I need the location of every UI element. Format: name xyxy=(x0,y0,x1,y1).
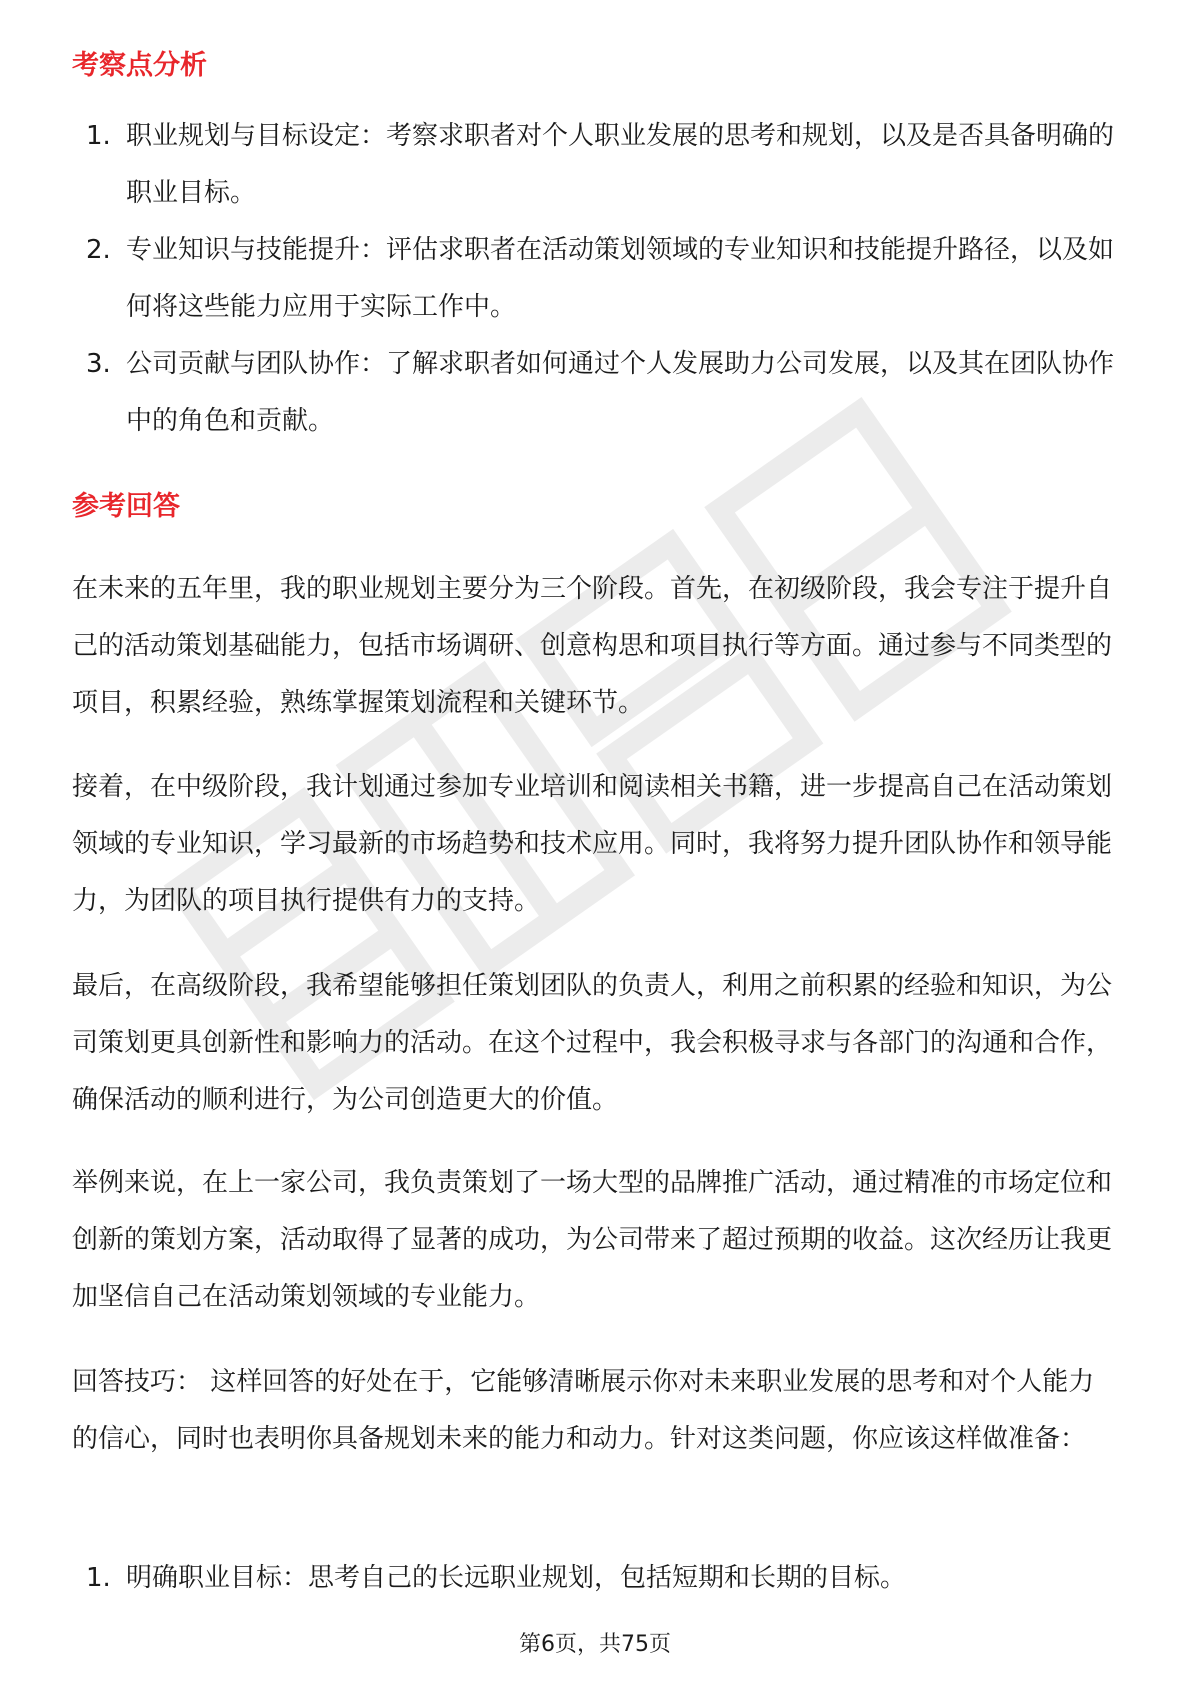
analysis-list xyxy=(72,108,1122,450)
list-text: 专业知识与技能提升：评估求职者在活动策划领域的专业知识和技能提升路径，以及如何将这些能力应用于实际工作中。 xyxy=(126,235,1115,322)
answer-paragraph: 接着，在中级阶段，我计划通过参加专业培训和阅读相关书籍，进一步提高自己在活动策划领域的专业知识，学习最新的市场趋势和技术应用。同时，我将努力提升团队协作和领导能力，为团队的项目执行提供有力的支持。 xyxy=(72,772,1113,916)
list-number: 2. xyxy=(86,235,111,265)
list-text: 明确职业目标：思考自己的长远职业规划，包括短期和长期的目标。 xyxy=(126,1563,907,1593)
tips-list xyxy=(72,1550,1122,1607)
list-number: 1. xyxy=(86,1563,111,1593)
answer-paragraph: 最后，在高级阶段，我希望能够担任策划团队的负责人，利用之前积累的经验和知识，为公司策划更具创新性和影响力的活动。在这个过程中，我会积极寻求与各部门的沟通和合作，确保活动的顺利进行，为公司创造更大的价值。 xyxy=(72,971,1113,1115)
page-footer: 第6页，共75页 xyxy=(519,1632,671,1657)
answer-paragraph: 在未来的五年里，我的职业规划主要分为三个阶段。首先，在初级阶段，我会专注于提升自己的活动策划基础能力，包括市场调研、创意构思和项目执行等方面。通过参与不同类型的项目，积累经验，熟练掌握策划流程和关键环节。 xyxy=(72,574,1113,718)
list-text: 公司贡献与团队协作：了解求职者如何通过个人发展助力公司发展，以及其在团队协作中的角色和贡献。 xyxy=(126,349,1115,436)
list-text: 职业规划与目标设定：考察求职者对个人职业发展的思考和规划，以及是否具备明确的职业目标。 xyxy=(126,121,1115,208)
answer-paragraph: 举例来说，在上一家公司，我负责策划了一场大型的品牌推广活动，通过精准的市场定位和创新的策划方案，活动取得了显著的成功，为公司带来了超过预期的收益。这次经历让我更加坚信自己在活动策划领域的专业能力。 xyxy=(72,1168,1113,1312)
list-number: 3. xyxy=(86,349,111,379)
analysis-heading: 考察点分析 xyxy=(72,50,207,81)
answer-heading: 参考回答 xyxy=(72,491,180,522)
tips-paragraph: 回答技巧： 这样回答的好处在于，它能够清晰展示你对未来职业发展的思考和对个人能力的信心，同时也表明你具备规划未来的能力和动力。针对这类问题，你应该这样做准备： xyxy=(72,1367,1095,1454)
list-item xyxy=(72,222,1122,336)
list-item xyxy=(72,108,1122,222)
list-number: 1. xyxy=(86,121,111,151)
list-item xyxy=(72,1550,1122,1607)
list-item xyxy=(72,336,1122,450)
